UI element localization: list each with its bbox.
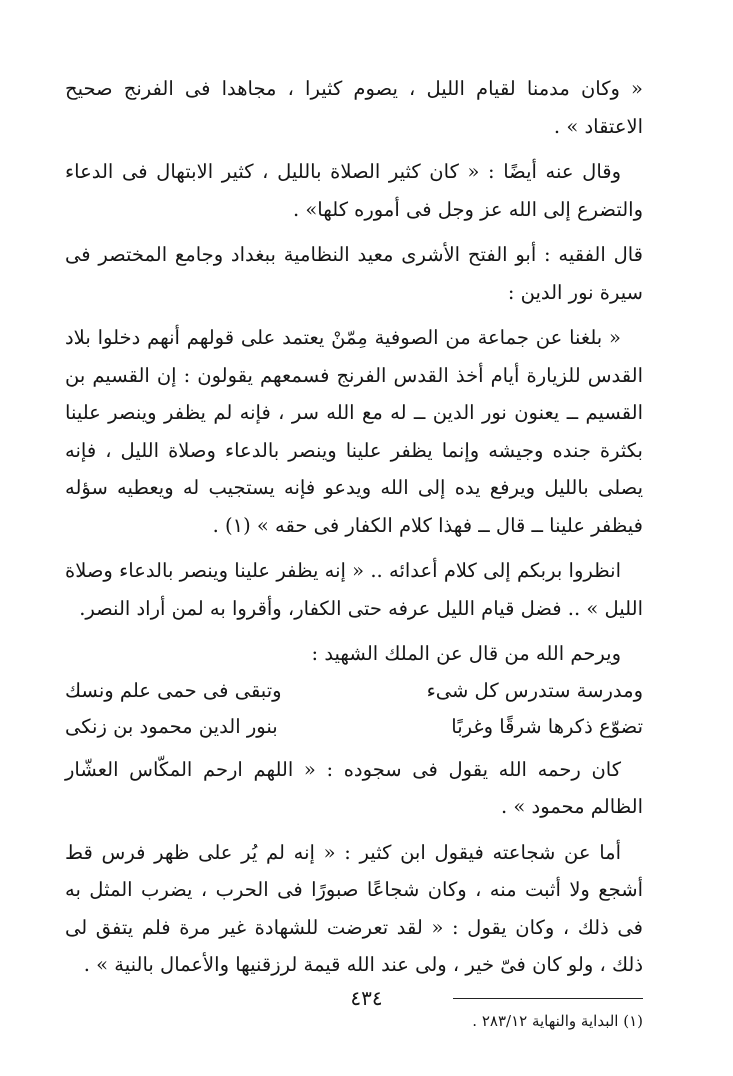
- paragraph-7: كان رحمه الله يقول فى سجوده : « اللهم ارحم المكّاس العشّار الظالم محمود » .: [65, 757, 643, 818]
- paragraph-2: وقال عنه أيضًا : « كان كثير الصلاة بالليل ، كثير الابتهال فى الدعاء والتضرع إلى الله عز وجل فى أموره كلها» .: [65, 160, 643, 221]
- paragraph-8: أما عن شجاعته فيقول ابن كثير : « إنه لم يُر على ظهر فرس قط أشجع ولا أثبت منه ، وكان شجاعًا صبورًا فى الحرب ، يضرب المثل به فى ذلك ، وكان يقول : « لقد تعرضت للشهادة غير مرة فلم يتفق لى ذلك ، ولو كان فىّ خير ، ولى عند الله قيمة لرزقنيها والأعمال بالنية » .: [65, 840, 643, 976]
- footnote: (١) البداية والنهاية ٢٨٣/١٢ .: [472, 1011, 643, 1030]
- paragraph-4: « بلغنا عن جماعة من الصوفية مِمّنْ يعتمد على قولهم أنهم دخلوا بلاد القدس للزيارة أيام أخذ القدس الفرنج فسمعهم يقولون : إن القسيم بن القسيم ــ يعنون نور الدين ــ له مع الله سر ، فإنه لم يظفر وينصر علينا بكثرة جنده وجيشه وإنما يظفر علينا وينصر بالدعاء وصلاة الليل ، فإنه يصلى بالليل ويرفع يده إلى الله ويدعو فإنه يستجيب له ويعطيه سؤله فيظفر علينا ــ قال ــ فهذا كلام الكفار فى حقه » (١) .: [65, 326, 643, 537]
- verse-hemistich-first: ومدرسة ستدرس كل شىء: [426, 678, 643, 702]
- verse-line: [65, 709, 643, 745]
- verse-hemistich-second: بنور الدين محمود بن زنكى: [65, 714, 278, 738]
- page-body: [65, 70, 643, 1033]
- paragraph-5: انظروا بربكم إلى كلام أعدائه .. « إنه يظفر علينا وينصر بالدعاء وصلاة الليل » .. فضل قيام الليل عرفه حتى الكفار، وأقروا به لمن أراد النصر.: [65, 559, 643, 620]
- paragraph-1: « وكان مدمنا لقيام الليل ، يصوم كثيرا ، مجاهدا فى الفرنج صحيح الاعتقاد » .: [65, 77, 643, 138]
- paragraph-3: قال الفقيه : أبو الفتح الأشرى معيد النظامية ببغداد وجامع المختصر فى سيرة نور الدين :: [65, 243, 643, 304]
- verse-hemistich-first: تضوّع ذكرها شرقًا وغربًا: [451, 714, 643, 738]
- verse-hemistich-second: وتبقى فى حمى علم ونسك: [65, 678, 282, 702]
- paragraph-6: ويرحم الله من قال عن الملك الشهيد :: [311, 642, 621, 665]
- poem: [65, 673, 643, 745]
- verse-line: [65, 673, 643, 709]
- page-number: ٤٣٤: [350, 986, 383, 1010]
